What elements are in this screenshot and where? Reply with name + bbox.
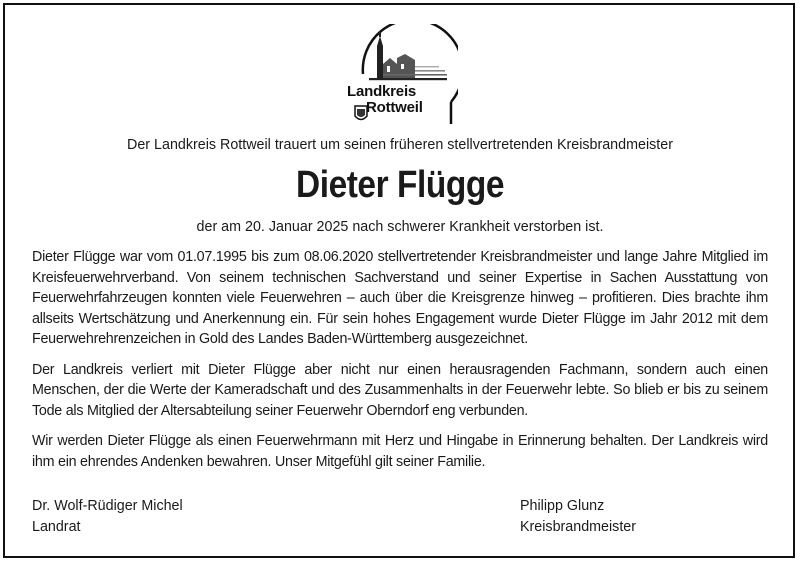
landkreis-logo [343,24,458,132]
signature-name: Dr. Wolf-Rüdiger Michel [32,498,183,514]
intro-line: Der Landkreis Rottweil trauert um seinen früheren stellvertretenden Kreisbrandmeister [127,137,673,153]
signature-title: Kreisbrandmeister [520,519,637,535]
logo-line-landkreis: Landkreis [347,83,417,100]
logo-line-rottweil: Rottweil [366,99,423,116]
paragraph-remembrance: Wir werden Dieter Flügge als einen Feuerwehrmann mit Herz und Hingabe in Erinnerung behalten. Der Landkreis wird ihm ein ehrendes Andenken bewahren. Unser Mitgefühl gilt seiner Familie. [32,433,768,470]
paragraph-character: Der Landkreis verliert mit Dieter Flügge aber nicht nur einen herausragenden Fachmann, sondern auch einen Menschen, der die Werte der Kameradschaft und des Zusammenhalts in der Feuerwehr lebte. So blieb er bis zu seinem Tode als Mitglied der Altersabteilung seiner Feuerwehr Oberndorf eng verbunden. [32,361,768,419]
signature-title: Landrat [32,519,81,535]
deceased-name: Dieter Flügge [296,164,504,206]
paragraph-career: Dieter Flügge war vom 01.07.1995 bis zum 08.06.2020 stellvertretender Kreisbrandmeister und lange Jahre Mitglied im Kreisfeuerwehrverband. Von seinem technischen Sachverstand und seiner Expertise in Sachen Ausstattung von Feuerwehrfahrzeugen konnten viele Feuerwehren – auch über die Kreisgrenze hinweg – profitieren. Dies brachte ihm allseits Wertschätzung und Anerkennung ein. Für sein hohes Engagement wurde Dieter Flügge im Jahr 2012 mit dem Feuerwehrehrenzeichen in Gold des Landes Baden-Württemberg ausgezeichnet. [32,249,768,347]
date-of-death-line: der am 20. Januar 2025 nach schwerer Krankheit verstorben ist. [196,219,604,235]
signature-name: Philipp Glunz [520,498,605,514]
signature-landrat [32,496,183,538]
signature-kreisbrandmeister [520,496,636,538]
obituary-body [32,247,768,482]
